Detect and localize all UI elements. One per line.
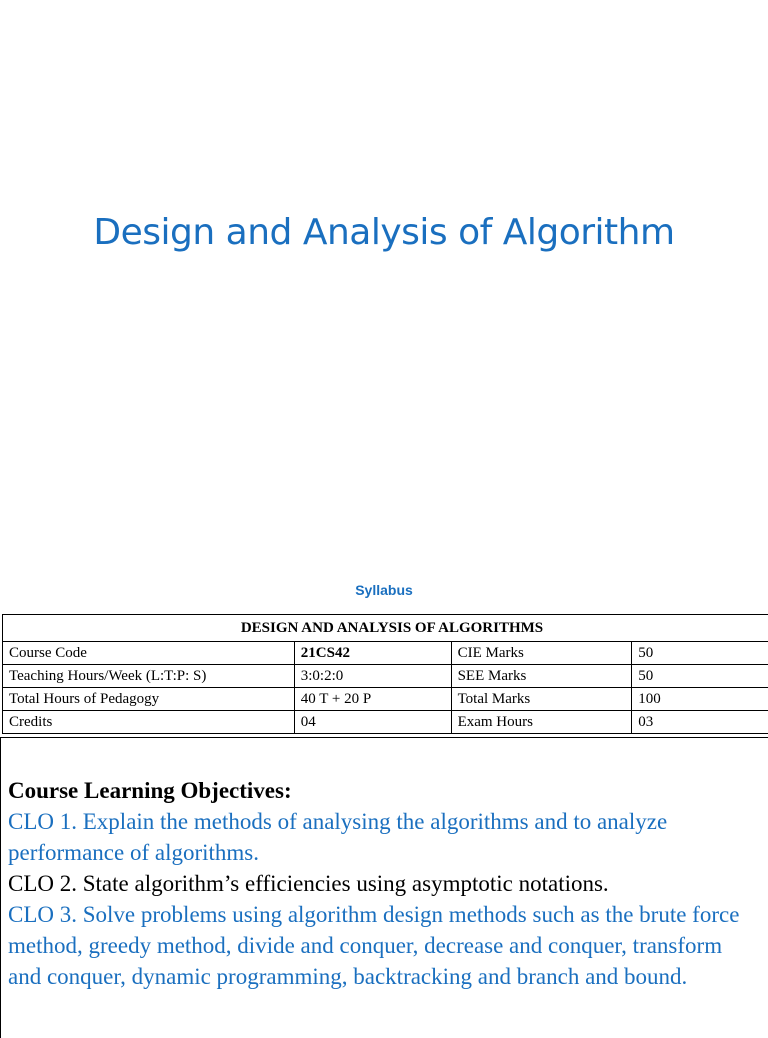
table-cell: 40 T + 20 P xyxy=(294,688,451,711)
table-row xyxy=(3,665,768,688)
objectives-heading: Course Learning Objectives: xyxy=(8,775,748,806)
table-cell: CIE Marks xyxy=(451,642,632,665)
syllabus-label: Syllabus xyxy=(0,582,768,598)
objective-item-clo2: CLO 2. State algorithm’s efficiencies using asymptotic notations. xyxy=(8,868,748,899)
objective-item-clo3: CLO 3. Solve problems using algorithm design methods such as the brute force method, greedy method, divide and conquer, decrease and conquer, transform and conquer, dynamic programming, backtracking and branch and bound. xyxy=(8,899,748,992)
table-cell: Total Marks xyxy=(451,688,632,711)
table-cell: Teaching Hours/Week (L:T:P: S) xyxy=(3,665,295,688)
table-cell: Course Code xyxy=(3,642,295,665)
table-cell: Total Hours of Pedagogy xyxy=(3,688,295,711)
table-header-row xyxy=(3,615,768,642)
course-learning-objectives xyxy=(8,775,748,992)
table-cell: 3:0:2:0 xyxy=(294,665,451,688)
table-cell: 04 xyxy=(294,711,451,734)
table-cell: 100 xyxy=(632,688,768,711)
document-title: Design and Analysis of Algorithm xyxy=(0,212,768,253)
table-cell: 21CS42 xyxy=(294,642,451,665)
table-cell: 03 xyxy=(632,711,768,734)
table-cell: Exam Hours xyxy=(451,711,632,734)
objective-item-clo1: CLO 1. Explain the methods of analysing the algorithms and to analyze performance of algorithms. xyxy=(8,806,748,868)
table-cell: SEE Marks xyxy=(451,665,632,688)
table-row xyxy=(3,711,768,734)
table-row xyxy=(3,642,768,665)
table-row xyxy=(3,688,768,711)
course-details-table xyxy=(2,614,768,734)
table-heading: DESIGN AND ANALYSIS OF ALGORITHMS xyxy=(3,615,768,642)
table-cell: Credits xyxy=(3,711,295,734)
table-cell: 50 xyxy=(632,665,768,688)
table-cell: 50 xyxy=(632,642,768,665)
